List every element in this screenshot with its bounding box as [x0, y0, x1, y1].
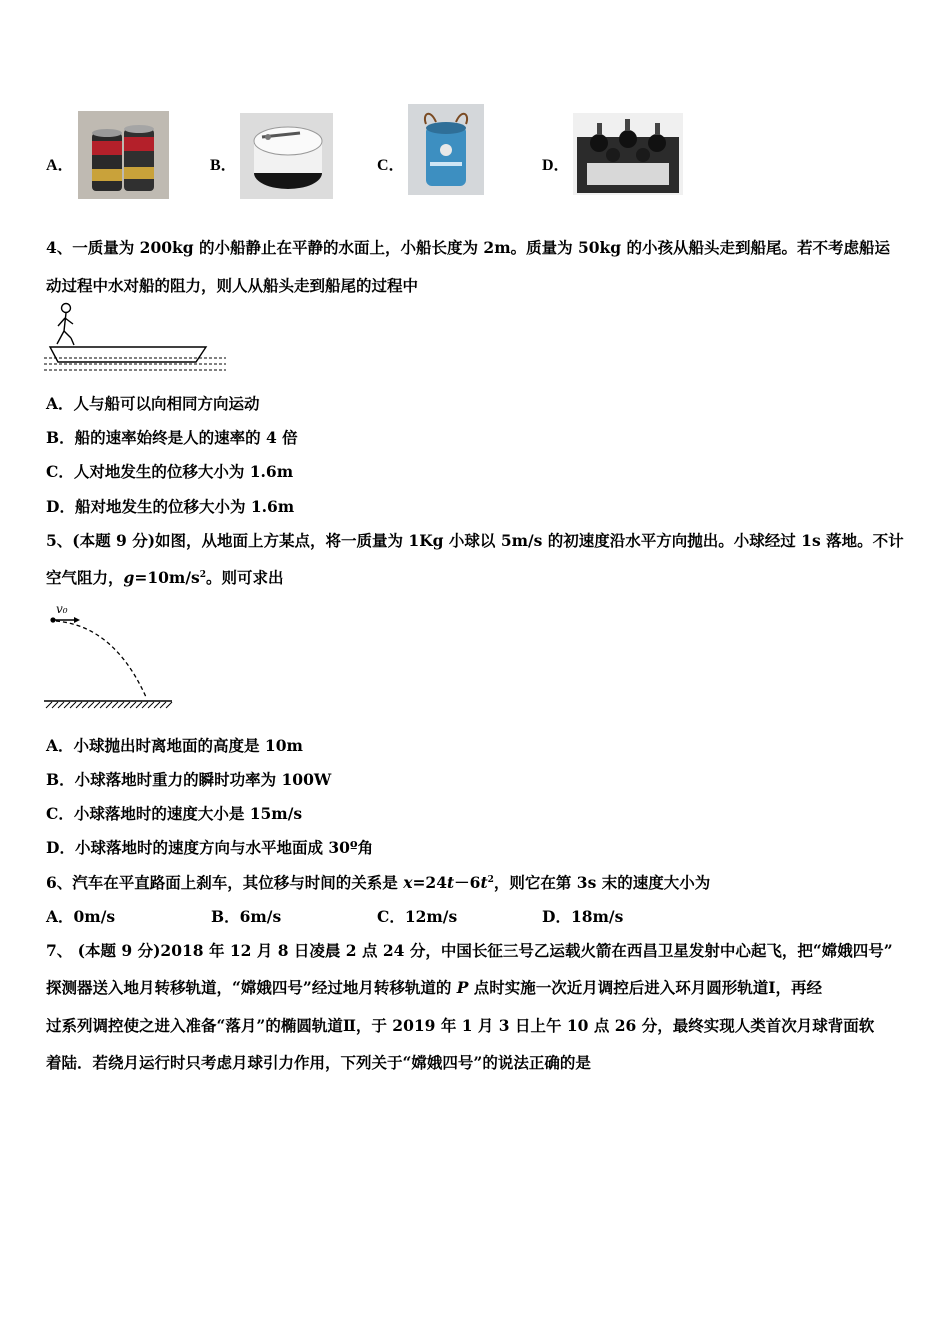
q3-option-a-letter: A． [46, 157, 74, 174]
q6-option-b: B．6m/s [211, 907, 282, 926]
q3-option-d-letter: D． [542, 157, 570, 174]
resistance-box-photo [573, 113, 683, 195]
battery-photo [78, 111, 169, 199]
q5-option-a: A．小球抛出时离地面的高度是 10m [46, 736, 303, 755]
q4-stem-line-2: 动过程中水对船的阻力，则人从船头走到船尾的过程中 [46, 276, 419, 295]
q4-stem-line-1: 4、一质量为 200kg 的小船静止在平静的水面上，小船长度为 2m。质量为 50kg 的小孩从船头走到船尾。若不考虑船运 [46, 238, 891, 257]
v0-label: v₀ [56, 602, 68, 616]
boat-icon [50, 347, 206, 362]
q5-stem-line-2: 空气阻力，$g=10m/s^2$。则可求出 [46, 568, 284, 587]
q6-option-c: C．12m/s [377, 907, 458, 926]
q6-option-d: D．18m/s [542, 907, 624, 926]
q7-stem-line-1: 7、 (本题 9 分)2018 年 12 月 8 日凌晨 2 点 24 分，中国长征三号乙运载火箭在西昌卫星发射中心起飞，把“嫦娥四号” [46, 941, 893, 960]
projectile-figure [44, 600, 176, 712]
q7-stem-line-2: 探测器送入地月转移轨道，“嫦娥四号”经过地月转移轨道的 P 点时实施一次近月调控后进入环月圆形轨道Ⅰ，再经 [46, 978, 823, 997]
q7-stem-line-3: 过系列调控使之进入准备“落月”的椭圆轨道Ⅱ，于 2019 年 1 月 3 日上午 10 点 26 分，最终实现人类首次月球背面软 [46, 1016, 875, 1035]
q7-stem-line-4: 着陆．若绕月运行时只考虑月球引力作用，下列关于“嫦娥四号”的说法正确的是 [46, 1053, 591, 1072]
child-walking-icon [57, 304, 74, 346]
boat-figure [44, 300, 228, 374]
q4-option-a: A．人与船可以向相同方向运动 [46, 394, 260, 413]
q4-option-c: C．人对地发生的位移大小为 1.6m [46, 462, 294, 481]
ground-icon [44, 701, 172, 708]
q5-option-c: C．小球落地时的速度大小是 15m/s [46, 804, 303, 823]
resistance-box-icon [573, 113, 683, 195]
q3-option-b-letter: B． [210, 157, 237, 174]
q4-option-d: D．船对地发生的位移大小为 1.6m [46, 497, 295, 516]
q5-option-b: B．小球落地时重力的瞬时功率为 100W [46, 770, 332, 789]
q4-option-b: B．船的速率始终是人的速率的 4 倍 [46, 428, 298, 447]
q3-option-c-letter: C． [377, 157, 405, 174]
q5-option-d: D．小球落地时的速度方向与水平地面成 30º角 [46, 838, 374, 857]
q6-stem: 6、汽车在平直路面上刹车，其位移与时间的关系是 $x=24t-6t^2$，则它在第 3s 末的速度大小为 [46, 873, 711, 892]
battery-icon [78, 111, 169, 199]
q6-option-a: A．0m/s [46, 907, 116, 926]
capacitor-photo [240, 113, 333, 199]
electrolytic-capacitor-photo [408, 104, 484, 195]
trajectory-path [56, 621, 146, 697]
variable-capacitor-icon [240, 113, 333, 199]
electrolytic-capacitor-icon [408, 104, 484, 195]
q5-stem-line-1: 5、(本题 9 分)如图，从地面上方某点，将一质量为 1Kg 小球以 5m/s 的初速度沿水平方向抛出。小球经过 1s 落地。不计 [46, 531, 904, 550]
